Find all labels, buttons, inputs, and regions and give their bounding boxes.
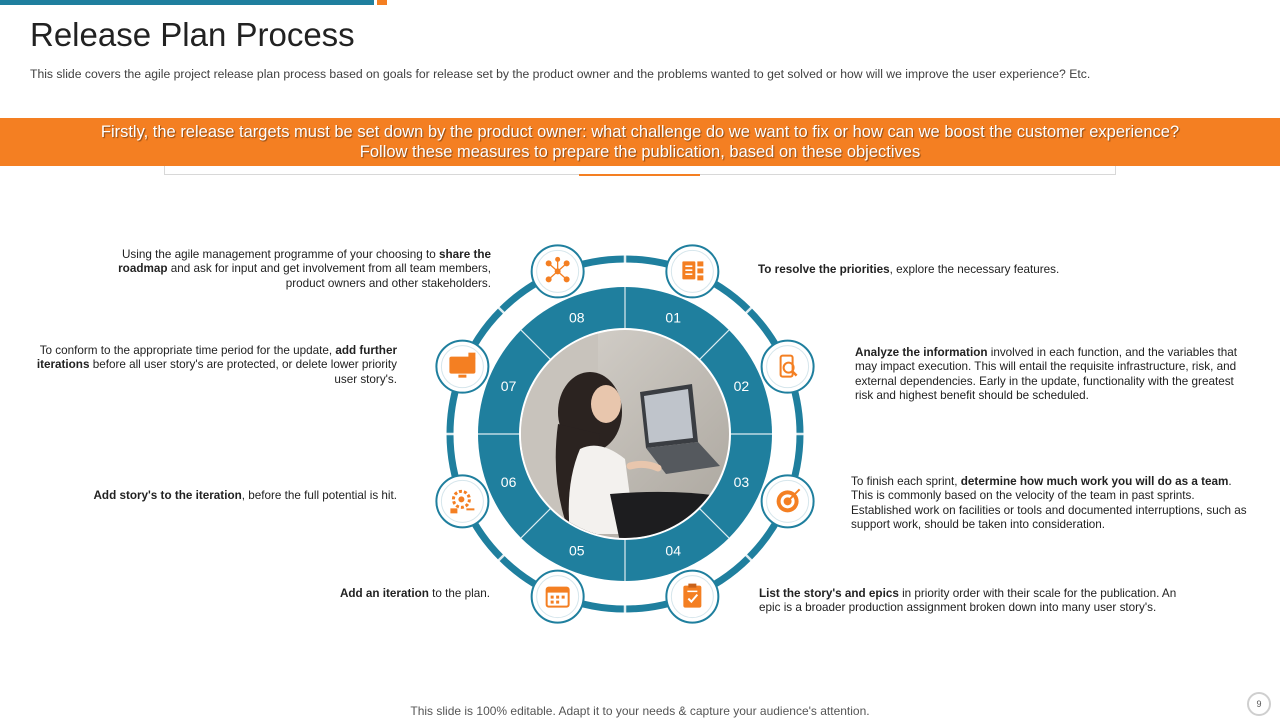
step-08-text: Using the agile management programme of your choosing to share the roadmap and ask for input and get involvement from all team members, product owners and other stakeholders. bbox=[118, 248, 491, 290]
step-01-text: To resolve the priorities, explore the necessary features. bbox=[758, 263, 1060, 276]
banner-accent bbox=[579, 174, 700, 176]
step-06-text: Add story's to the iteration, before the full potential is hit. bbox=[93, 489, 397, 502]
objective-banner bbox=[0, 118, 1280, 166]
monitor-icon bbox=[436, 341, 488, 393]
step-05-text: Add an iteration to the plan. bbox=[339, 587, 490, 600]
segment-label-05: 05 bbox=[568, 542, 585, 559]
page-title: Release Plan Process bbox=[30, 16, 355, 53]
banner-line-1: Firstly, the release targets must be set down by the product owner: what challenge do we want to fix or how can we boost the customer experience? bbox=[100, 123, 1180, 141]
segment-label-01: 01 bbox=[665, 309, 682, 326]
step-07-text: To conform to the appropriate time period for the update, add further iterations before all user story's are protected, or delete lower priority user story's. bbox=[36, 344, 397, 386]
document-list-icon bbox=[666, 245, 718, 297]
segment-label-07: 07 bbox=[500, 377, 517, 394]
banner-line-2: Follow these measures to prepare the publication, based on these objectives bbox=[359, 142, 921, 161]
step-03-text: To finish each sprint, determine how much work you will do as a team. This is commonly based on the velocity of the team in past sprints. Established work on facilities or tools and documented interruptions, such as support work, should be taken into consideration. bbox=[851, 475, 1247, 532]
mobile-search-icon bbox=[762, 341, 814, 393]
step-04-text: List the story's and epics in priority order with their scale for the publication. An epic is a broader production assignment broken down into many user story's. bbox=[759, 587, 1177, 615]
segment-label-06: 06 bbox=[500, 474, 517, 491]
page-number: 9 bbox=[1247, 692, 1271, 716]
top-accent-mark bbox=[377, 0, 387, 5]
gear-settings-icon bbox=[436, 475, 488, 527]
segment-label-08: 08 bbox=[568, 309, 585, 326]
footer-note: This slide is 100% editable. Adapt it to your needs & capture your audience's attention. bbox=[410, 704, 870, 718]
step-02-text: Analyze the information involved in each function, and the variables that may impact execution. This will entail the requisite infrastructure, risk, and external dependencies. Early in the update, functionality with the greatest risk and highest benefit should be scheduled. bbox=[855, 346, 1237, 403]
process-wheel bbox=[430, 234, 820, 634]
segment-label-03: 03 bbox=[733, 474, 750, 491]
team-network-icon bbox=[532, 245, 584, 297]
top-accent-bar bbox=[0, 0, 374, 5]
calendar-icon bbox=[532, 571, 584, 623]
segment-label-02: 02 bbox=[733, 377, 750, 394]
segment-label-04: 04 bbox=[665, 542, 682, 559]
target-list-icon bbox=[762, 475, 814, 527]
clipboard-check-icon bbox=[666, 571, 718, 623]
page-subtitle: This slide covers the agile project release plan process based on goals for release set by the product owner and the problems wanted to get solved or how will we improve the user experience? Etc. bbox=[30, 67, 1091, 81]
